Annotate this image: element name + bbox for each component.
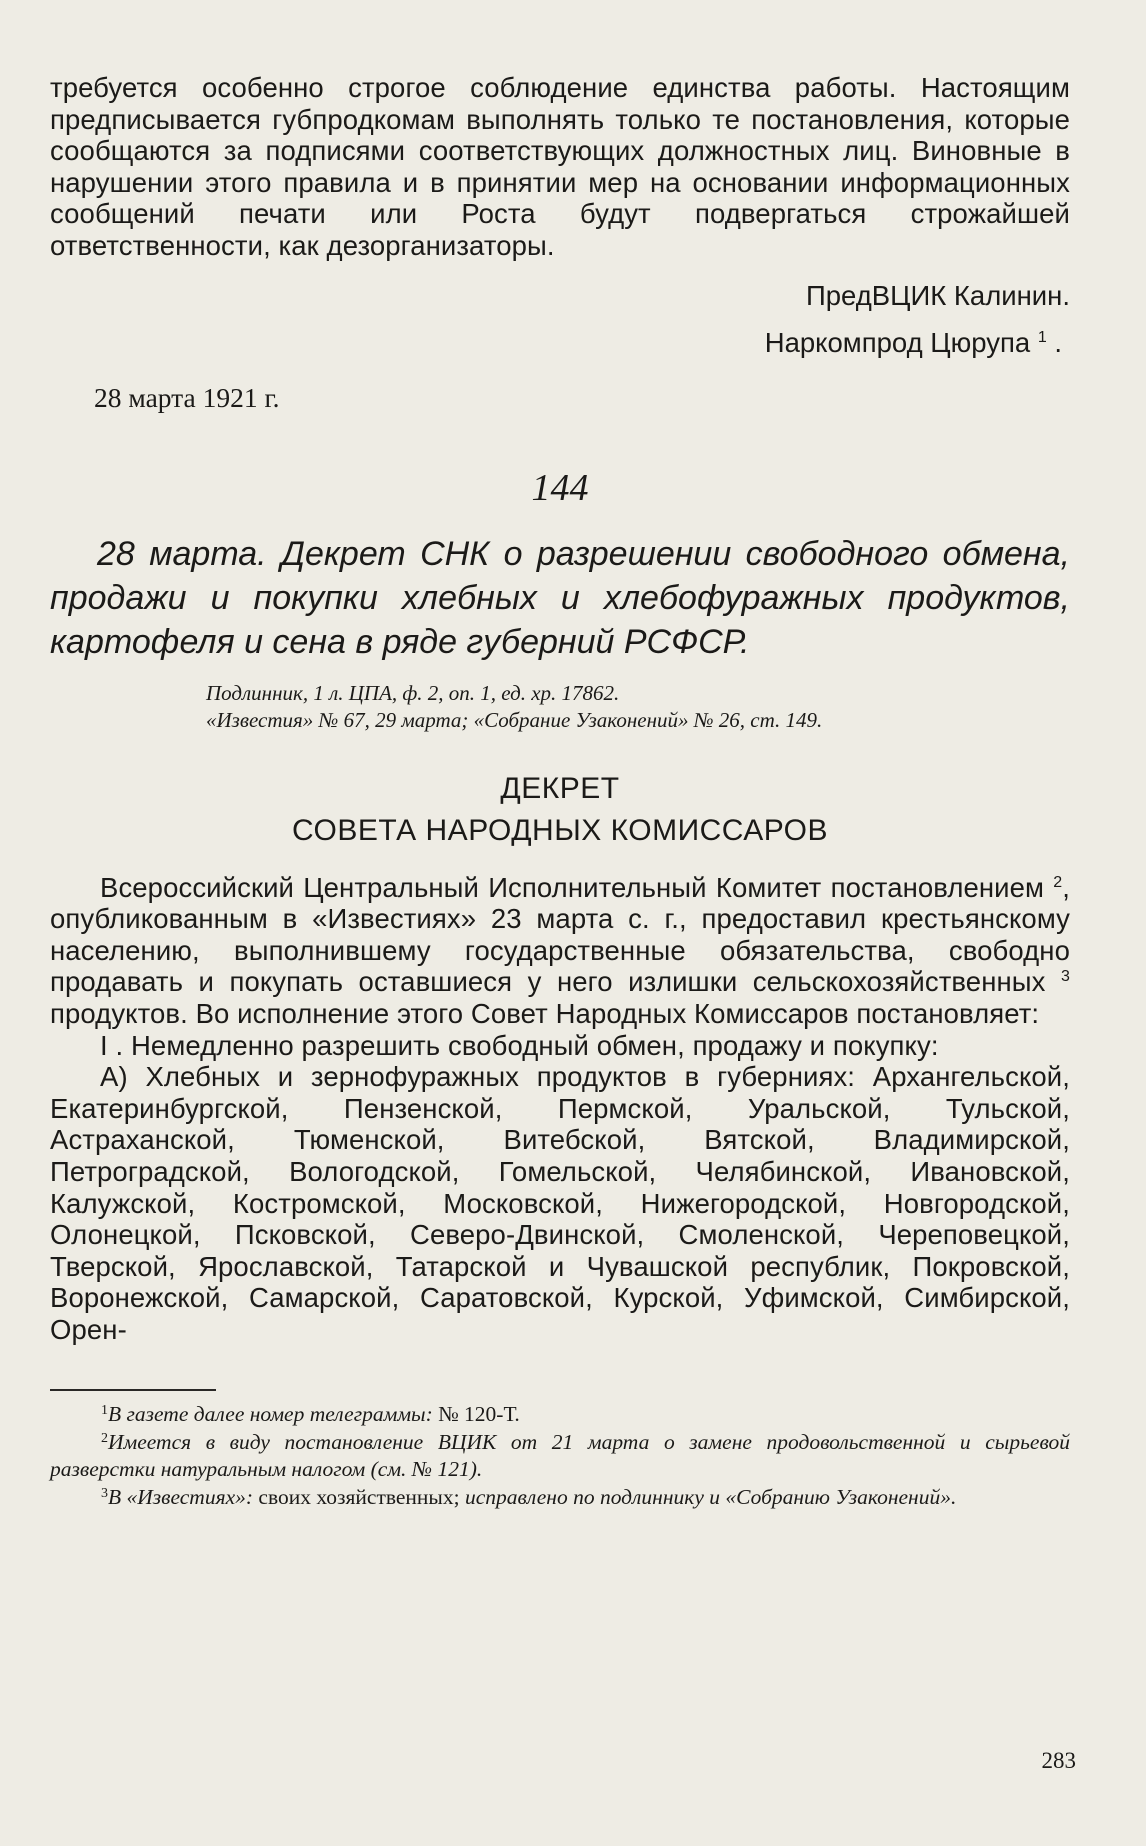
footnote-2 — [50, 1429, 1070, 1484]
footnote-ref-2: 2 — [1053, 873, 1063, 891]
footnote-roman-text: № 120-Т. — [432, 1402, 520, 1427]
footnote-divider — [50, 1389, 216, 1391]
signature-tsyurupa-text: Наркомпрод Цюрупа — [764, 326, 1031, 358]
decree-paragraph-1a: А) Хлебных и зернофуражных продуктов в губерниях: Архангельской, Екатеринбургской, Пензенской, Пермской, Уральской, Тульской, Астраханской, Тюменской, Витебской, Вятской, Владимирской, Петроградской, Вологодской, Гомельской, Челябинской, Ивановской, Калужской, Костромской, Московской, Нижегородской, Новгородской, Олонецкой, Псковской, Северо-Двинской, Смоленской, Череповецкой, Тверской, Ярославской, Татарской и Чувашской республик, Покровской, Воронежской, Самарской, Саратовской, Курской, Уфимской, Симбирской, Орен- — [50, 1061, 1070, 1345]
document-number: 144 — [531, 466, 589, 509]
preamble-text-b: , опубликованным в «Известиях» 23 марта с. г., предоставил крестьянскому населению, выполнившему государственные обязательства, свободно продавать и покупать оставшиеся у него излишки сельскохозяйственных — [50, 871, 1070, 998]
source-line-publication: «Известия» № 67, 29 марта; «Собрание Узаконений» № 26, ст. 149. — [206, 707, 823, 732]
decree-paragraph-preamble — [50, 872, 1070, 1030]
footnote-number: 3 — [101, 1485, 108, 1501]
footnote-italic-text-2: исправлено по подлиннику и «Собранию Узаконений». — [459, 1484, 957, 1509]
footnote-italic-text: В «Известиях»: — [108, 1484, 254, 1509]
preamble-text-a: Всероссийский Центральный Исполнительный Комитет постановлением — [100, 871, 1045, 903]
source-line-archive: Подлинник, 1 л. ЦПА, ф. 2, оп. 1, ед. хр. 17862. — [206, 680, 620, 705]
decree-heading — [50, 768, 1070, 852]
signature-kalinin: ПредВЦИК Калинин. — [805, 279, 1070, 311]
page-number: 283 — [1041, 1748, 1076, 1773]
footnote-1 — [50, 1401, 1070, 1429]
document-title: 28 марта. Декрет СНК о разрешении свободного обмена, продажи и покупки хлебных и хлебофуражных продуктов, картофеля и сена в ряде губерний РСФСР. — [50, 534, 1070, 661]
footnotes — [50, 1401, 1070, 1511]
intro-paragraph: требуется особенно строгое соблюдение единства работы. Настоящим предписывается губпродкомам выполнять только те постановления, которые сообщаются за подписями соответствующих должностных лиц. Виновные в нарушении этого правила и в принятии мер на основании информационных сообщений печати или Роста будут подвергаться строжайшей ответственности, как дезорганизаторы. — [50, 72, 1070, 261]
footnote-number: 1 — [101, 1403, 108, 1419]
footnote-italic-text: Имеется в виду постановление ВЦИК от 21 марта о замене продовольственной и сырьевой разверстки натуральным налогом (см. № 121). — [50, 1429, 1070, 1482]
signature-tsyurupa-period: . — [1054, 326, 1062, 358]
document-page — [50, 72, 1070, 1511]
document-date: 28 марта 1921 г. — [94, 381, 280, 413]
decree-body — [50, 872, 1070, 1346]
footnote-3 — [50, 1484, 1070, 1512]
footnote-ref-1: 1 — [1037, 328, 1047, 346]
decree-paragraph-1: I . Немедленно разрешить свободный обмен, продажу и покупку: — [100, 1029, 939, 1061]
signature-tsyurupa — [50, 319, 1070, 366]
decree-heading-line2: СОВЕТА НАРОДНЫХ КОМИССАРОВ — [291, 813, 829, 847]
preamble-text-c: продуктов. Во исполнение этого Совет Народных Комиссаров постановляет: — [50, 997, 1040, 1029]
footnote-roman-text: своих хозяйственных; — [253, 1484, 460, 1509]
footnote-ref-3: 3 — [1061, 968, 1070, 986]
source-note — [206, 680, 1070, 734]
footnote-number: 2 — [101, 1430, 108, 1446]
decree-heading-line1: ДЕКРЕТ — [500, 771, 620, 805]
footnote-italic-text: В газете далее номер телеграммы: — [108, 1402, 433, 1427]
